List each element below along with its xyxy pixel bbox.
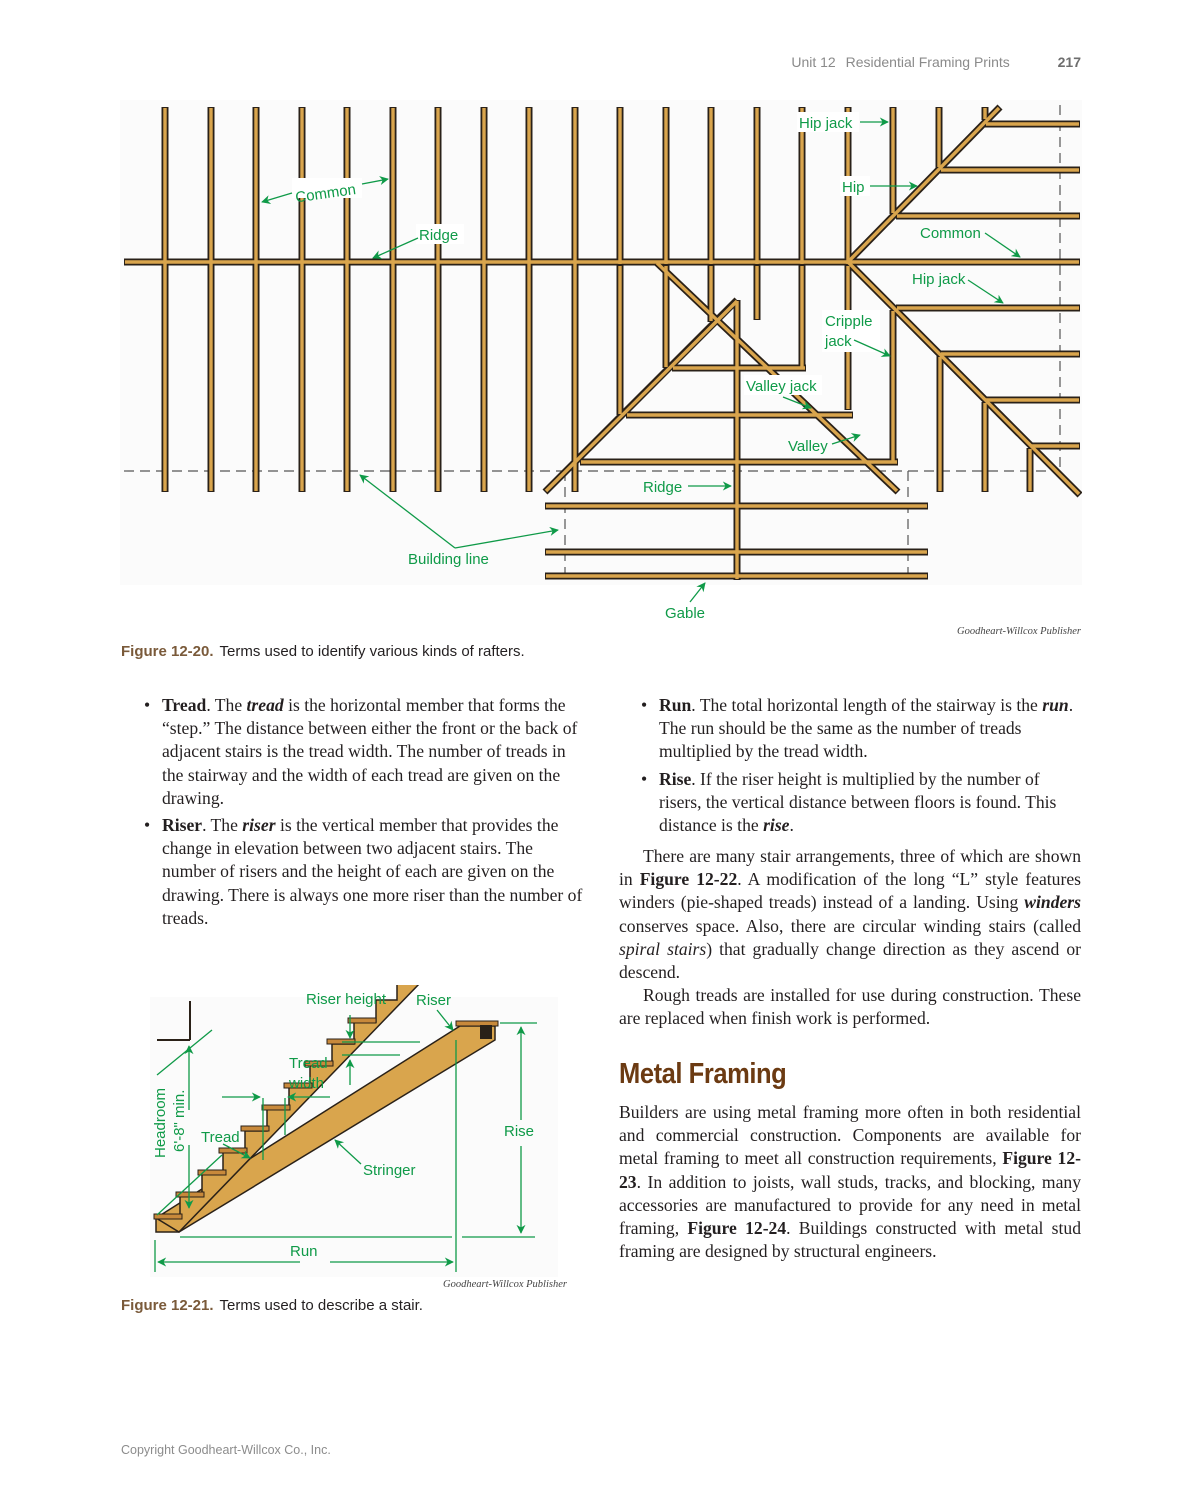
paragraph-metal-framing: Builders are using metal framing more often in both residential and commercial construction. Components are available for metal framing to meet all construction requirements, Figure 12-23. In addition to joists, wall studs, tracks, and blocking, many accessories are manufactured to provide for any need in metal framing, Figure 12-24. Buildings constructed with metal stud framing are designed by structural engineers. (619, 1102, 1081, 1262)
figure-12-20-credit: Goodheart-Willcox Publisher (957, 626, 1081, 637)
stair-arrangements-text (619, 845, 1081, 1031)
label-building-line: Building line (408, 551, 489, 568)
label-riser: Riser (416, 992, 452, 1009)
figure-12-21-caption (121, 1297, 423, 1314)
section-heading-metal-framing: Metal Framing (619, 1058, 787, 1090)
label-ridge-gable: Ridge (643, 479, 683, 496)
label-valley: Valley (788, 438, 828, 455)
stair-figure (140, 985, 590, 1285)
copyright-footer: Copyright Goodheart-Willcox Co., Inc. (121, 1443, 331, 1457)
label-hip-jack-top: Hip jack (799, 115, 853, 132)
label-tread: Tread (201, 1129, 240, 1146)
label-tread-width-2: width (289, 1075, 325, 1092)
metal-framing-text (619, 1101, 1081, 1263)
right-column-bullets (641, 694, 1081, 841)
label-cripple: Cripple (825, 313, 873, 330)
page-number: 217 (1057, 54, 1081, 70)
chapter-title: Residential Framing Prints (845, 54, 1010, 70)
label-ridge-left: Ridge (419, 227, 459, 244)
label-stringer: Stringer (363, 1162, 416, 1179)
stair-diagram (140, 985, 590, 1285)
figure-12-21-credit: Goodheart-Willcox Publisher (443, 1279, 567, 1290)
paragraph-rough-treads: Rough treads are installed for use during construction. These are replaced when finish work is performed. (619, 985, 1081, 1029)
label-hip: Hip (842, 179, 865, 196)
figure-12-21-caption-text: Terms used to describe a stair. (219, 1297, 423, 1314)
label-hip-jack-right: Hip jack (912, 271, 966, 288)
figure-12-21-number: Figure 12-21. (121, 1297, 214, 1314)
figure-12-20-caption (121, 643, 525, 660)
label-common-left: Common (294, 181, 357, 207)
bullet-tread: • Tread. The tread is the horizontal member that forms the “step.” The distance between either the front or the back of adjacent stairs is the tread width. The number of treads in the stairway and the width of each tread are given on the drawing. (144, 694, 584, 810)
label-rise: Rise (504, 1123, 535, 1140)
roof-framing-figure (120, 100, 1082, 630)
bullet-rise: • Rise. If the riser height is multiplied by the number of risers, the vertical distance between floors is found. This distance is the rise. (641, 768, 1081, 838)
label-headroom-min: 6'-8" min. (171, 1089, 188, 1152)
left-column-text (144, 694, 584, 934)
figure-12-20-caption-text: Terms used to identify various kinds of rafters. (219, 643, 525, 660)
running-header (791, 54, 1081, 70)
figure-12-20-number: Figure 12-20. (121, 643, 214, 660)
unit-label: Unit 12 (791, 54, 836, 70)
roof-framing-diagram (120, 100, 1082, 630)
label-common-right: Common (920, 225, 981, 242)
label-run: Run (290, 1243, 318, 1260)
label-riser-height: Riser height (306, 991, 387, 1008)
bullet-riser: • Riser. The riser is the vertical member that provides the change in elevation between two adjacent stairs. The number of risers and the height of each are given on the drawing. There is always one more riser than the number of treads. (144, 814, 584, 930)
bullet-run: • Run. The total horizontal length of the stairway is the run. The run should be the same as the number of treads multiplied by the tread width. (641, 694, 1081, 764)
label-valley-jack: Valley jack (746, 378, 817, 395)
label-headroom: Headroom (152, 1087, 169, 1158)
label-cripple-jack: jack (825, 333, 852, 350)
label-tread-width-1: Tread (289, 1055, 328, 1072)
paragraph-stair-arrangements: There are many stair arrangements, three of which are shown in Figure 12-22. A modification of the long “L” style features winders (pie-shaped treads) instead of a landing. Using winders conserves space. Also, there are circular winding stairs (called spiral stairs) that gradually change direction as they ascend or descend. (619, 846, 1081, 983)
label-gable: Gable (665, 605, 706, 622)
